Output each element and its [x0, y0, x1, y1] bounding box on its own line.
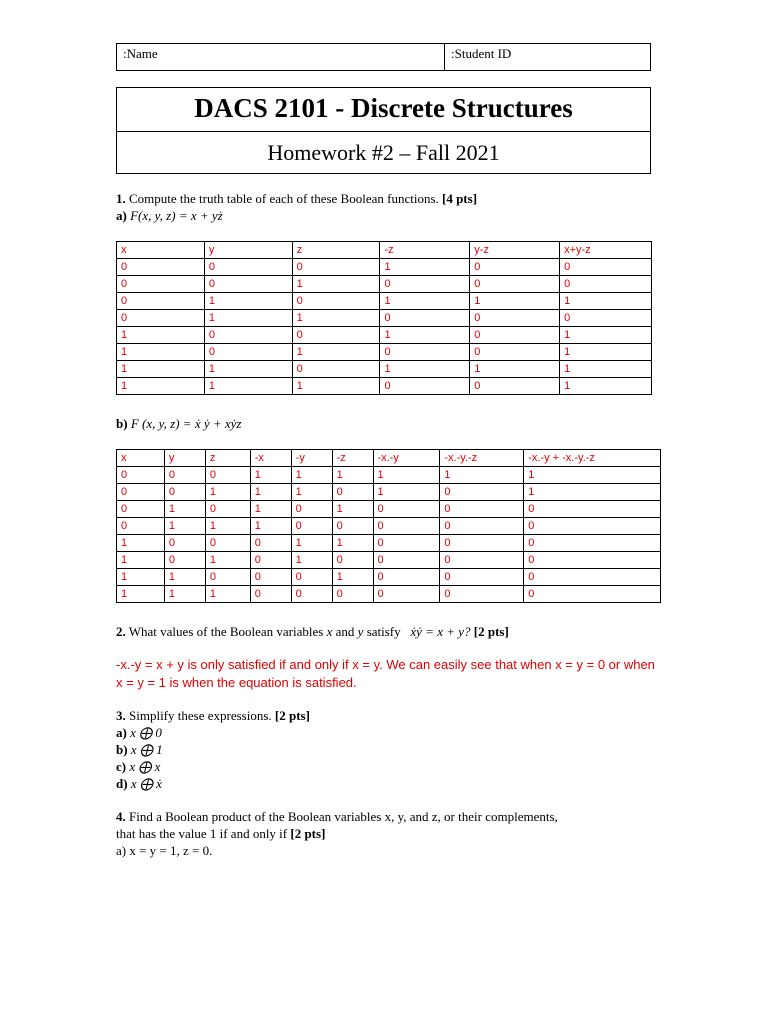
table-b-cell: 0 [291, 569, 332, 586]
q3-item-d-label: d) [116, 776, 128, 791]
table-b-cell: 0 [164, 552, 205, 569]
table-row [117, 535, 661, 552]
table-b-cell: 1 [524, 467, 661, 484]
q4-line2: that has the value 1 if and only if [116, 826, 291, 841]
table-b-cell: 0 [373, 569, 440, 586]
table-b-cell: 0 [373, 518, 440, 535]
table-a-cell: 0 [117, 276, 205, 293]
q3-item-d-expr: x ⨁ ẋ [127, 776, 162, 791]
table-a-cell: 1 [117, 361, 205, 378]
table-b-cell: 1 [332, 467, 373, 484]
table-b-cell: 1 [205, 484, 250, 501]
q4-prompt-line1 [116, 809, 558, 825]
table-a-cell: 1 [560, 344, 652, 361]
table-a-cell: 1 [560, 327, 652, 344]
table-a-cell: 0 [117, 259, 205, 276]
table-row [117, 586, 661, 603]
table-a-cell: 1 [117, 344, 205, 361]
q3-item-b-expr: x ⨁ 1 [127, 742, 163, 757]
table-a-cell: 1 [470, 293, 560, 310]
table-a-cell: 0 [204, 276, 292, 293]
student-id-field[interactable]: :Student ID [451, 46, 512, 61]
table-b-header-cell: -x [250, 450, 291, 467]
table-a-cell: 0 [204, 344, 292, 361]
q3-item-a [116, 725, 162, 741]
table-b-header-cell: -z [332, 450, 373, 467]
table-b-cell: 0 [332, 484, 373, 501]
table-a-cell: 1 [380, 293, 470, 310]
q2-number: 2. [116, 624, 126, 639]
table-b-header-cell: -x.-y [373, 450, 440, 467]
table-b-cell: 0 [373, 535, 440, 552]
table-b-cell: 1 [117, 569, 165, 586]
q3-item-b [116, 742, 163, 758]
table-a-header-cell: y [204, 242, 292, 259]
table-a-header-row [117, 242, 652, 259]
table-a-cell: 0 [380, 378, 470, 395]
table-a-cell: 0 [560, 259, 652, 276]
table-row [117, 501, 661, 518]
table-b-cell: 0 [373, 501, 440, 518]
table-b-header-cell: z [205, 450, 250, 467]
table-row [117, 327, 652, 344]
table-row [117, 293, 652, 310]
table-b-cell: 1 [164, 518, 205, 535]
table-b-header-cell: y [164, 450, 205, 467]
table-row [117, 378, 652, 395]
table-b-cell: 1 [117, 535, 165, 552]
table-b-cell: 1 [291, 552, 332, 569]
q3-item-c-label: c) [116, 759, 127, 774]
table-a-cell: 1 [204, 293, 292, 310]
table-a-cell: 1 [380, 327, 470, 344]
table-b-cell: 0 [440, 586, 524, 603]
table-b-cell: 1 [205, 552, 250, 569]
table-a-cell: 1 [204, 310, 292, 327]
q1-prompt [116, 191, 477, 207]
table-a-cell: 0 [292, 259, 380, 276]
table-b-cell: 1 [291, 535, 332, 552]
table-b-cell: 1 [291, 484, 332, 501]
q1-points: [4 pts] [442, 191, 478, 206]
table-a-cell: 0 [117, 293, 205, 310]
table-a-header-cell: x+y-z [560, 242, 652, 259]
q1-text: Compute the truth table of each of these Boolean functions. [125, 191, 442, 206]
q4-points: [2 pts] [290, 826, 326, 841]
table-b-cell: 1 [524, 484, 661, 501]
table-b-cell: 0 [205, 569, 250, 586]
table-b-cell: 0 [164, 484, 205, 501]
table-row [117, 310, 652, 327]
table-b-cell: 1 [332, 535, 373, 552]
table-b-cell: 0 [117, 518, 165, 535]
table-a-cell: 0 [470, 276, 560, 293]
truth-table-a [116, 241, 652, 395]
table-b-cell: 1 [250, 501, 291, 518]
q3-item-d [116, 776, 162, 792]
table-row [117, 361, 652, 378]
q1-number: 1. [116, 191, 126, 206]
q4-prompt-line2 [116, 826, 325, 842]
table-a-cell: 0 [380, 344, 470, 361]
table-a-cell: 1 [204, 378, 292, 395]
table-a-cell: 0 [117, 310, 205, 327]
q3-text: Simplify these expressions. [125, 708, 275, 723]
table-a-header-cell: y-z [470, 242, 560, 259]
table-b-cell: 0 [250, 569, 291, 586]
q2-text-and: and [332, 624, 358, 639]
q2-answer: -x.-y = x + y is only satisfied if and only if x = y. We can easily see that when x = y = 0 or when x = y = 1 is when the equation is satisfied. [116, 657, 655, 690]
q4-line1: Find a Boolean product of the Boolean variables x, y, and z, or their complements, [125, 809, 558, 824]
table-a-cell: 0 [470, 310, 560, 327]
q1-part-b [116, 416, 241, 432]
table-a-cell: 0 [204, 259, 292, 276]
q3-item-c-expr: x ⨁ x [126, 759, 161, 774]
table-a-cell: 0 [560, 310, 652, 327]
title-box [116, 87, 651, 174]
table-b-cell: 1 [205, 518, 250, 535]
table-a-cell: 1 [117, 327, 205, 344]
table-b-cell: 0 [117, 467, 165, 484]
q1-part-b-label: b) [116, 416, 128, 431]
table-b-cell: 0 [332, 518, 373, 535]
q4-number: 4. [116, 809, 126, 824]
q2-text-1: What values of the Boolean variables [125, 624, 327, 639]
table-b-cell: 1 [205, 586, 250, 603]
table-a-cell: 1 [560, 293, 652, 310]
table-a-cell: 0 [380, 310, 470, 327]
q3-prompt [116, 708, 310, 724]
table-row [117, 276, 652, 293]
table-b-header-cell: -x.-y + -x.-y.-z [524, 450, 661, 467]
q2-equation: ẋẏ = x + y? [410, 624, 471, 639]
q2-var-x: x [326, 624, 333, 639]
table-a-cell: 1 [380, 259, 470, 276]
table-b-cell: 0 [117, 501, 165, 518]
table-b-cell: 0 [205, 501, 250, 518]
table-b-cell: 0 [440, 518, 524, 535]
table-b-cell: 0 [524, 569, 661, 586]
q2-var-y: y [357, 624, 364, 639]
table-a-cell: 1 [380, 361, 470, 378]
table-b-cell: 0 [332, 586, 373, 603]
table-b-cell: 1 [117, 552, 165, 569]
table-a-cell: 0 [470, 378, 560, 395]
table-b-cell: 0 [291, 518, 332, 535]
table-b-cell: 0 [332, 552, 373, 569]
table-row [117, 552, 661, 569]
table-b-cell: 1 [250, 484, 291, 501]
table-b-cell: 1 [164, 586, 205, 603]
table-b-header-cell: -x.-y.-z [440, 450, 524, 467]
table-b-cell: 0 [440, 569, 524, 586]
table-b-cell: 1 [164, 569, 205, 586]
table-a-cell: 0 [470, 344, 560, 361]
table-row [117, 518, 661, 535]
table-a-header-cell: x [117, 242, 205, 259]
q2-text-satisfy: satisfy [363, 624, 411, 639]
table-b-cell: 0 [250, 552, 291, 569]
table-b-header-row [117, 450, 661, 467]
table-b-cell: 1 [332, 569, 373, 586]
table-b-cell: 0 [440, 484, 524, 501]
table-b-cell: 0 [164, 467, 205, 484]
table-b-cell: 0 [524, 501, 661, 518]
q3-number: 3. [116, 708, 126, 723]
q3-item-a-label: a) [116, 725, 127, 740]
q2-prompt [116, 624, 509, 640]
table-a-cell: 1 [117, 378, 205, 395]
table-b-cell: 0 [524, 552, 661, 569]
table-b-cell: 0 [373, 586, 440, 603]
q3-item-b-label: b) [116, 742, 128, 757]
q1-part-a-label: a) [116, 208, 127, 223]
table-a-header-cell: -z [380, 242, 470, 259]
table-b-cell: 0 [205, 467, 250, 484]
table-a-cell: 1 [292, 310, 380, 327]
table-b-cell: 0 [524, 535, 661, 552]
table-row [117, 259, 652, 276]
table-b-cell: 0 [250, 586, 291, 603]
q3-points: [2 pts] [274, 708, 310, 723]
table-b-cell: 0 [440, 535, 524, 552]
table-a-cell: 1 [292, 276, 380, 293]
table-b-cell: 0 [205, 535, 250, 552]
table-b-cell: 1 [332, 501, 373, 518]
table-b-cell: 1 [373, 484, 440, 501]
table-a-cell: 1 [204, 361, 292, 378]
table-row [117, 569, 661, 586]
table-b-cell: 0 [524, 586, 661, 603]
table-b-header-cell: x [117, 450, 165, 467]
q4-part-a: a) x = y = 1, z = 0. [116, 843, 213, 858]
table-row [117, 467, 661, 484]
table-a-cell: 0 [380, 276, 470, 293]
table-a-cell: 0 [470, 327, 560, 344]
truth-table-b [116, 449, 661, 603]
q1-part-a-formula: F(x, y, z) = x + yż [126, 208, 223, 223]
table-a-header-cell: z [292, 242, 380, 259]
table-b-cell: 1 [250, 467, 291, 484]
table-b-cell: 0 [373, 552, 440, 569]
q3-item-c [116, 759, 160, 775]
table-a-cell: 0 [470, 259, 560, 276]
table-a-cell: 1 [560, 378, 652, 395]
table-b-cell: 0 [164, 535, 205, 552]
table-b-cell: 0 [524, 518, 661, 535]
table-row [117, 344, 652, 361]
table-a-cell: 1 [292, 344, 380, 361]
table-a-cell: 1 [560, 361, 652, 378]
table-b-cell: 0 [250, 535, 291, 552]
table-b-cell: 0 [440, 552, 524, 569]
table-b-cell: 0 [291, 586, 332, 603]
table-b-cell: 1 [164, 501, 205, 518]
table-a-cell: 0 [292, 293, 380, 310]
q1-part-b-formula: F (x, y, z) = ẋ ẏ + xẏz [127, 416, 242, 431]
q2-points: [2 pts] [470, 624, 509, 639]
table-b-cell: 1 [250, 518, 291, 535]
table-a-cell: 0 [292, 361, 380, 378]
student-info-row [116, 43, 651, 71]
q3-item-a-expr: x ⨁ 0 [126, 725, 162, 740]
table-row [117, 484, 661, 501]
table-b-cell: 0 [440, 501, 524, 518]
table-b-cell: 1 [117, 586, 165, 603]
table-a-cell: 1 [470, 361, 560, 378]
table-a-cell: 0 [204, 327, 292, 344]
table-b-cell: 1 [440, 467, 524, 484]
course-title: DACS 2101 - Discrete Structures [117, 88, 650, 132]
table-b-cell: 0 [117, 484, 165, 501]
table-b-header-cell: -y [291, 450, 332, 467]
table-a-cell: 0 [292, 327, 380, 344]
table-b-cell: 0 [291, 501, 332, 518]
q1-part-a [116, 208, 223, 224]
table-b-cell: 1 [291, 467, 332, 484]
name-field[interactable]: :Name [117, 44, 445, 70]
table-a-cell: 1 [292, 378, 380, 395]
table-a-cell: 0 [560, 276, 652, 293]
table-b-cell: 1 [373, 467, 440, 484]
homework-title: Homework #2 – Fall 2021 [267, 140, 500, 165]
